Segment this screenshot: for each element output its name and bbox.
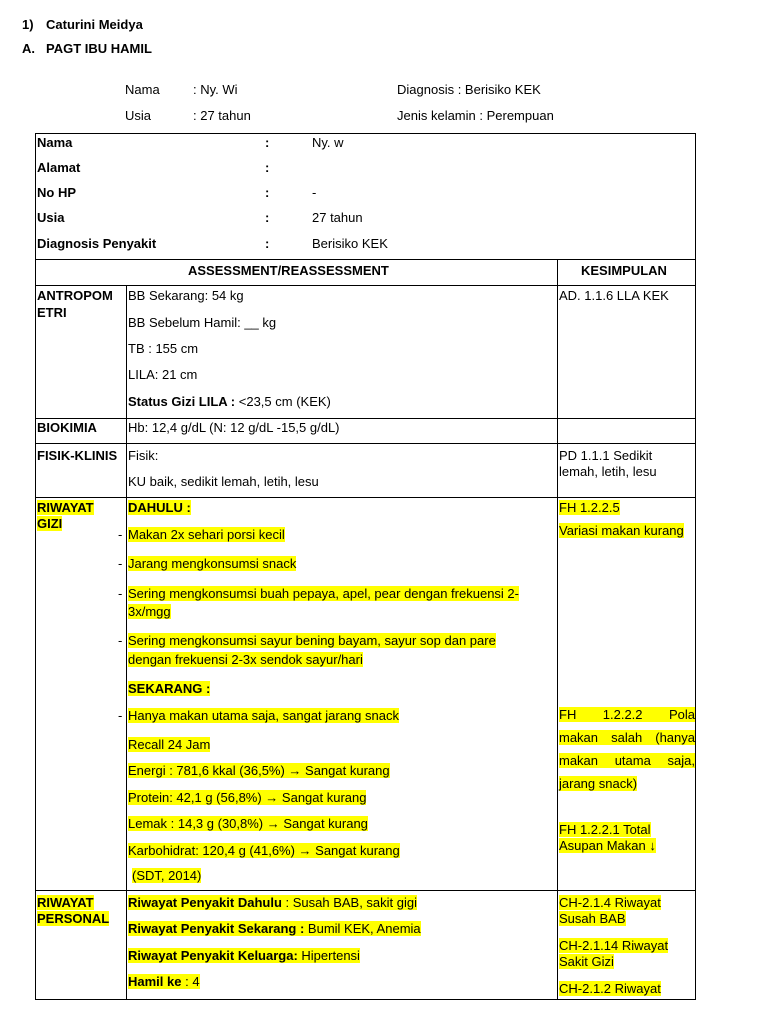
header-assessment: ASSESSMENT/REASSESSMENT (188, 263, 389, 278)
gizi-kesimpulan-4 (559, 730, 695, 745)
fisik-kesimpulan-2: lemah, letih, lesu (559, 464, 657, 479)
gizi-kesimpulan-4-word: makan (559, 730, 599, 745)
identity-label-alamat: Alamat (37, 160, 81, 175)
recall-lemak: Lemak : 14,3 g (30,8%) → Sangat kurang (128, 816, 368, 831)
section-title: PAGT IBU HAMIL (46, 41, 152, 56)
lila: LILA: 21 cm (128, 367, 198, 382)
person-name: Caturini Meidya (46, 17, 143, 32)
header-kesimpulan: KESIMPULAN (581, 263, 667, 278)
sekarang-title: SEKARANG : (128, 681, 211, 696)
riwayat-gizi-label-2: GIZI (37, 516, 63, 531)
identity-colon: : (265, 185, 270, 200)
hamil-ke-value: : 4 (185, 974, 200, 989)
hamil-ke-label: Hamil ke (128, 974, 182, 989)
gizi-kesimpulan-3 (559, 707, 695, 722)
bullet-dash: - (118, 556, 123, 571)
fisik-line-2: KU baik, sedikit lemah, letih, lesu (128, 474, 319, 489)
gizi-kesimpulan-4-word: (hanya (655, 730, 695, 745)
riwayat-personal-label-2: PERSONAL (37, 911, 110, 926)
gizi-kesimpulan-3-word: 1.2.2.2 (602, 707, 643, 722)
riwayat-penyakit-keluarga-value: Hipertensi (297, 948, 360, 963)
gizi-kesimpulan-7: FH 1.2.2.1 Total (559, 822, 651, 837)
identity-value-usia: 27 tahun (312, 210, 363, 225)
identity-colon: : (265, 210, 270, 225)
gizi-kesimpulan-3-word: Pola (668, 707, 695, 722)
identity-value-nama: Ny. w (312, 135, 344, 150)
dahulu-item-4a: Sering mengkonsumsi sayur bening bayam, sayur sop dan pare (128, 633, 496, 648)
summary-usia-value: : 27 tahun (193, 108, 251, 123)
riwayat-penyakit-keluarga-label: Riwayat Penyakit Keluarga: (128, 948, 298, 963)
summary-nama-value: : Ny. Wi (193, 82, 238, 97)
section-letter: A. (22, 41, 35, 56)
biokimia-value: Hb: 12,4 g/dL (N: 12 g/dL -15,5 g/dL) (128, 420, 340, 435)
identity-label-usia: Usia (37, 210, 65, 225)
fisik-kesimpulan-1: PD 1.1.1 Sedikit (559, 448, 653, 463)
bullet-dash: - (118, 527, 123, 542)
identity-label-diagnosis: Diagnosis Penyakit (37, 236, 157, 251)
summary-usia-label: Usia (125, 108, 152, 123)
personal-kesimpulan-4: Sakit Gizi (559, 954, 614, 969)
personal-kesimpulan-1: CH-2.1.4 Riwayat (559, 895, 661, 910)
dahulu-title: DAHULU : (128, 500, 191, 515)
gizi-kesimpulan-4-word: salah (611, 730, 643, 745)
gizi-kesimpulan-5-word: makan (559, 753, 599, 768)
personal-kesimpulan-5: CH-2.1.2 Riwayat (559, 981, 661, 996)
sekarang-item-1: Hanya makan utama saja, sangat jarang snack (128, 708, 399, 723)
riwayat-penyakit-dahulu (128, 895, 417, 910)
status-gizi-value: <23,5 cm (KEK) (235, 394, 331, 409)
gizi-kesimpulan-2: Variasi makan kurang (559, 523, 684, 538)
riwayat-personal-label-1: RIWAYAT (37, 895, 94, 910)
riwayat-penyakit-dahulu-label: Riwayat Penyakit Dahulu (128, 895, 282, 910)
summary-diagnosis: Diagnosis : Berisiko KEK (397, 82, 541, 97)
recall-karbohidrat: Karbohidrat: 120,4 g (41,6%) → Sangat kurang (128, 843, 400, 858)
bb-sekarang: BB Sekarang: 54 kg (128, 288, 244, 303)
biokimia-label: BIOKIMIA (37, 420, 97, 435)
identity-label-nohp: No HP (37, 185, 76, 200)
riwayat-penyakit-sekarang (128, 921, 421, 936)
gizi-kesimpulan-1: FH 1.2.2.5 (559, 500, 620, 515)
recall-source: (SDT, 2014) (132, 868, 202, 883)
recall-energi: Energi : 781,6 kkal (36,5%) → Sangat kurang (128, 763, 390, 778)
summary-jenis-kelamin: Jenis kelamin : Perempuan (397, 108, 554, 123)
gizi-kesimpulan-3-word: FH (559, 707, 577, 722)
personal-kesimpulan-2: Susah BAB (559, 911, 626, 926)
gizi-kesimpulan-5 (559, 753, 695, 768)
bullet-dash: - (118, 586, 123, 601)
bullet-dash: - (118, 633, 123, 648)
riwayat-penyakit-dahulu-value: : Susah BAB, sakit gigi (281, 895, 418, 910)
identity-label-nama: Nama (37, 135, 73, 150)
recall-protein: Protein: 42,1 g (56,8%) → Sangat kurang (128, 790, 367, 805)
gizi-kesimpulan-5-word: saja, (667, 753, 695, 768)
dahulu-item-3a: Sering mengkonsumsi buah pepaya, apel, pear dengan frekuensi 2- (128, 586, 519, 601)
gizi-kesimpulan-5-word: utama (614, 753, 651, 768)
identity-value-nohp: - (312, 185, 317, 200)
riwayat-penyakit-sekarang-label: Riwayat Penyakit Sekarang : (128, 921, 305, 936)
antropometri-label-2: ETRI (37, 305, 67, 320)
hamil-ke (128, 974, 200, 989)
gizi-kesimpulan-8: Asupan Makan ↓ (559, 838, 656, 853)
status-gizi (128, 394, 331, 409)
dahulu-item-2: Jarang mengkonsumsi snack (128, 556, 297, 571)
identity-value-diagnosis: Berisiko KEK (312, 236, 388, 251)
personal-kesimpulan-3: CH-2.1.14 Riwayat (559, 938, 669, 953)
bullet-dash: - (118, 708, 123, 723)
riwayat-penyakit-sekarang-value: Bumil KEK, Anemia (304, 921, 421, 936)
dahulu-item-3b: 3x/mgg (128, 604, 171, 619)
fisik-label: FISIK-KLINIS (37, 448, 118, 463)
status-gizi-label: Status Gizi LILA : (128, 394, 236, 409)
dahulu-item-4b: dengan frekuensi 2-3x sendok sayur/hari (128, 652, 363, 667)
antropometri-label-1: ANTROPOM (37, 288, 113, 303)
identity-colon: : (265, 160, 270, 175)
riwayat-penyakit-keluarga (128, 948, 360, 963)
recall-title: Recall 24 Jam (128, 737, 211, 752)
summary-nama-label: Nama (125, 82, 160, 97)
tinggi-badan: TB : 155 cm (128, 341, 199, 356)
riwayat-gizi-label-1: RIWAYAT (37, 500, 94, 515)
dahulu-item-1: Makan 2x sehari porsi kecil (128, 527, 285, 542)
identity-colon: : (265, 135, 270, 150)
antropometri-kesimpulan: AD. 1.1.6 LLA KEK (559, 288, 669, 303)
bb-sebelum-hamil: BB Sebelum Hamil: __ kg (128, 315, 277, 330)
identity-colon: : (265, 236, 270, 251)
fisik-line-1: Fisik: (128, 448, 159, 463)
item-number: 1) (22, 17, 34, 32)
gizi-kesimpulan-6: jarang snack) (559, 776, 638, 791)
